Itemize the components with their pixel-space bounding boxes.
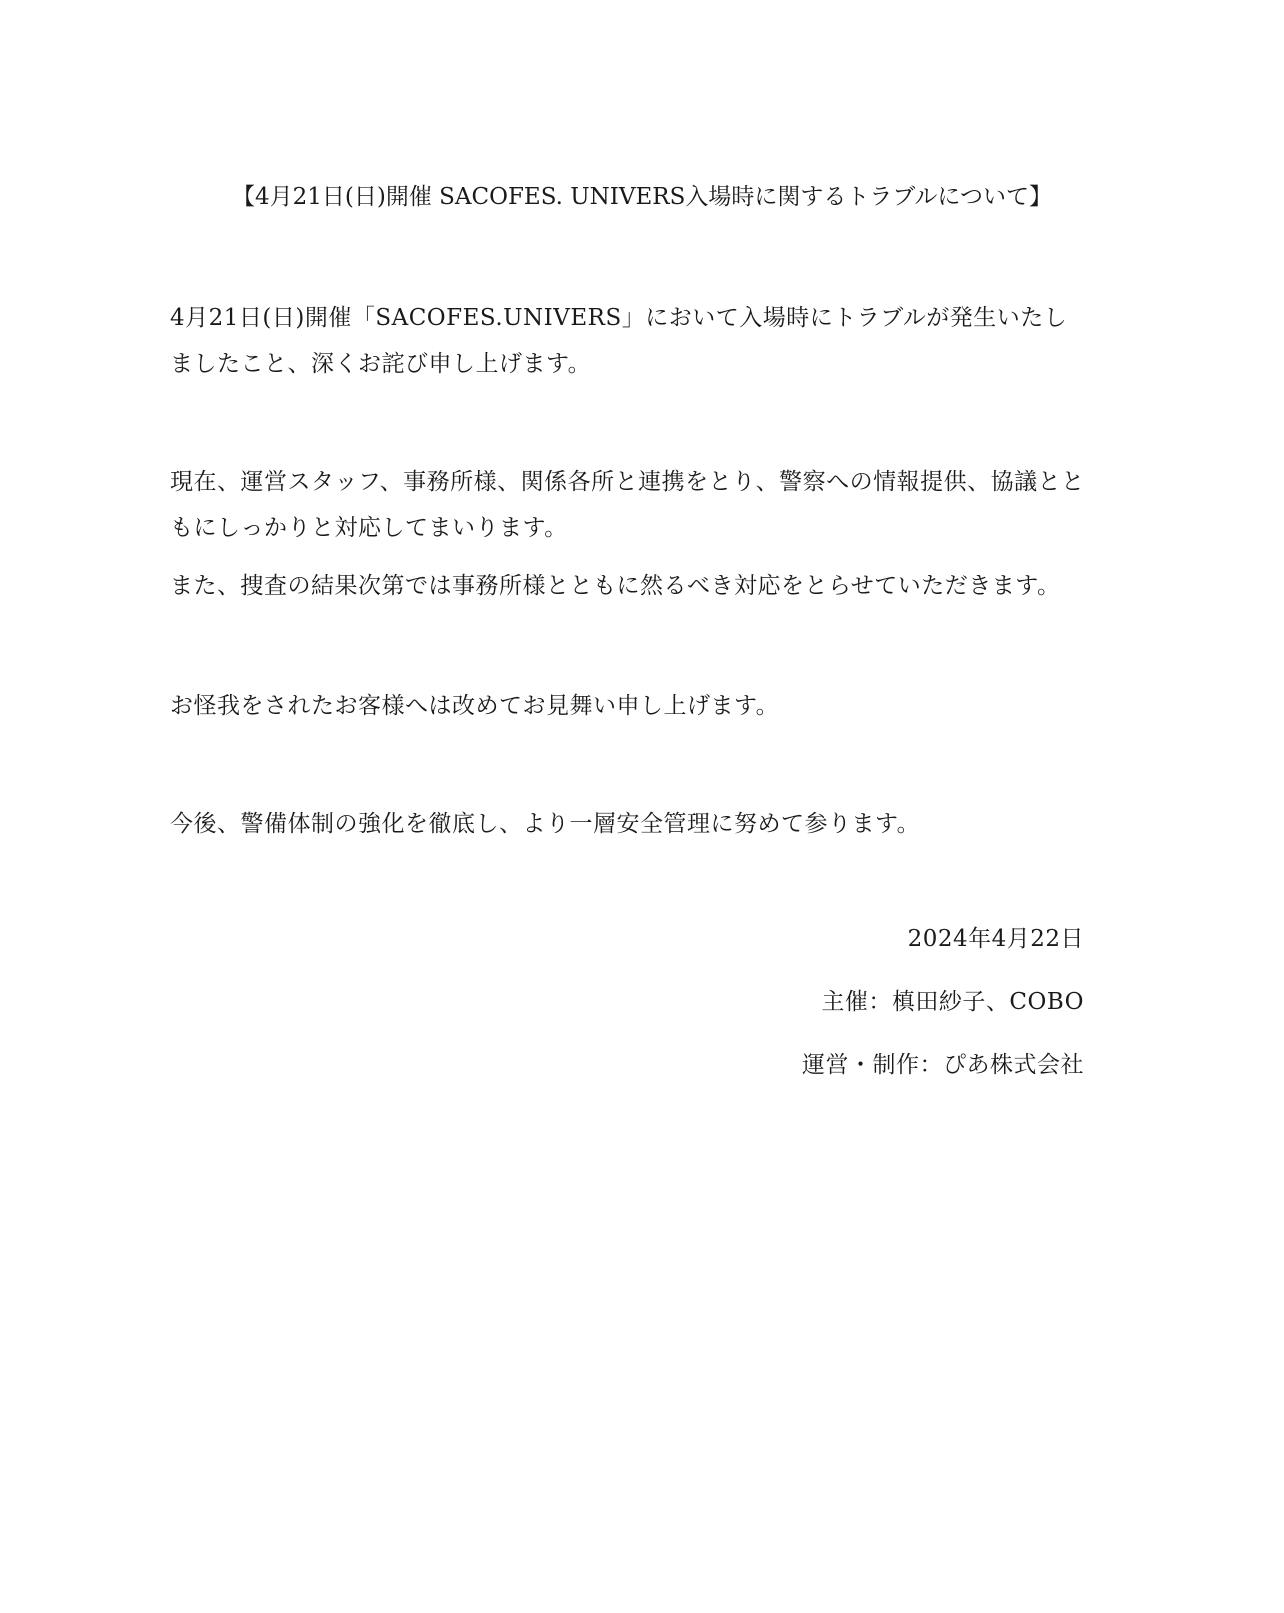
paragraph-sympathy: お怪我をされたお客様へは改めてお見舞い申し上げます。 (170, 693, 780, 719)
paragraph-apology: 4月21日(日)開催「SACOFES.UNIVERS」において入場時にトラブルが発生いたしましたこと、深くお詫び申し上げます。 (170, 305, 1068, 377)
paragraph-investigation: また、捜査の結果次第では事務所様とともに然るべき対応をとらせていただきます。 (170, 573, 1061, 599)
signature-organizer: 主催：槙田紗子、COBO (821, 989, 1084, 1015)
signature-operator: 運営・制作：ぴあ株式会社 (802, 1052, 1084, 1078)
paragraph-response: 現在、運営スタッフ、事務所様、関係各所と連携をとり、警察への情報提供、協議とともにしっかりと対応してまいります。 (170, 469, 1085, 541)
document-title: 【4月21日(日)開催 SACOFES. UNIVERS入場時に関するトラブルについて】 (232, 184, 1052, 210)
signature-date: 2024年4月22日 (907, 926, 1084, 952)
paragraph-security: 今後、警備体制の強化を徹底し、より一層安全管理に努めて参ります。 (170, 811, 921, 837)
